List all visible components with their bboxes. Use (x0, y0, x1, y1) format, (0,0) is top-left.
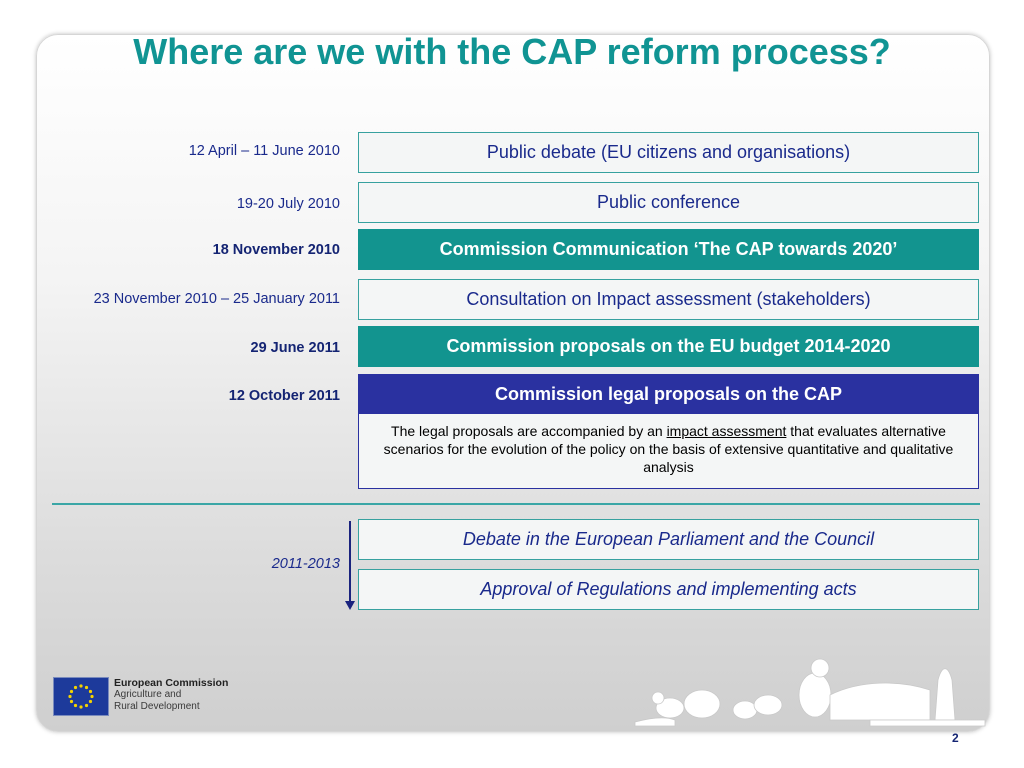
page-number: 2 (952, 731, 959, 745)
future-step-debate: Debate in the European Parliament and the Council (358, 519, 979, 560)
timeline-step-public-conference: Public conference (358, 182, 979, 223)
note-text-before: The legal proposals are accompanied by an (391, 423, 667, 439)
timeline-date: 12 April – 11 June 2010 (188, 143, 340, 159)
timeline-date: 29 June 2011 (250, 340, 340, 356)
impact-assessment-link[interactable]: impact assessment (666, 423, 787, 439)
down-arrow-icon (345, 601, 355, 610)
timeline-date: 18 November 2010 (212, 242, 340, 258)
timeline-date: 23 November 2010 – 25 January 2011 (93, 291, 340, 307)
timeline-date: 19-20 July 2010 (236, 196, 340, 212)
impact-assessment-note (358, 414, 979, 489)
logo-text (114, 677, 228, 713)
note-text-after: that evaluates alternative scenarios for the evolution of the policy on the basis of extensive quantitative and qualitative analysis (383, 423, 954, 475)
timeline-step-commission-communication: Commission Communication ‘The CAP towards 2020’ (358, 229, 979, 270)
timeline-step-budget-proposals: Commission proposals on the EU budget 2014-2020 (358, 326, 979, 367)
timeline-date: 12 October 2011 (228, 388, 340, 404)
logo-line-2: Agriculture and (114, 689, 182, 700)
eu-flag-icon (53, 677, 109, 716)
timeline-step-legal-proposals: Commission legal proposals on the CAP (358, 374, 979, 415)
farm-animals-illustration (630, 650, 990, 730)
future-step-approval: Approval of Regulations and implementing acts (358, 569, 979, 610)
future-period: 2011-2013 (271, 556, 340, 572)
slide-title: Where are we with the CAP reform process? (133, 31, 891, 72)
timeline-step-consultation: Consultation on Impact assessment (stakeholders) (358, 279, 979, 320)
timeline-arrow-line (349, 521, 351, 603)
logo-line-1: European Commission (114, 677, 229, 689)
section-divider (52, 503, 980, 505)
logo-line-3: Rural Development (114, 701, 200, 712)
timeline-step-public-debate: Public debate (EU citizens and organisations) (358, 132, 979, 173)
